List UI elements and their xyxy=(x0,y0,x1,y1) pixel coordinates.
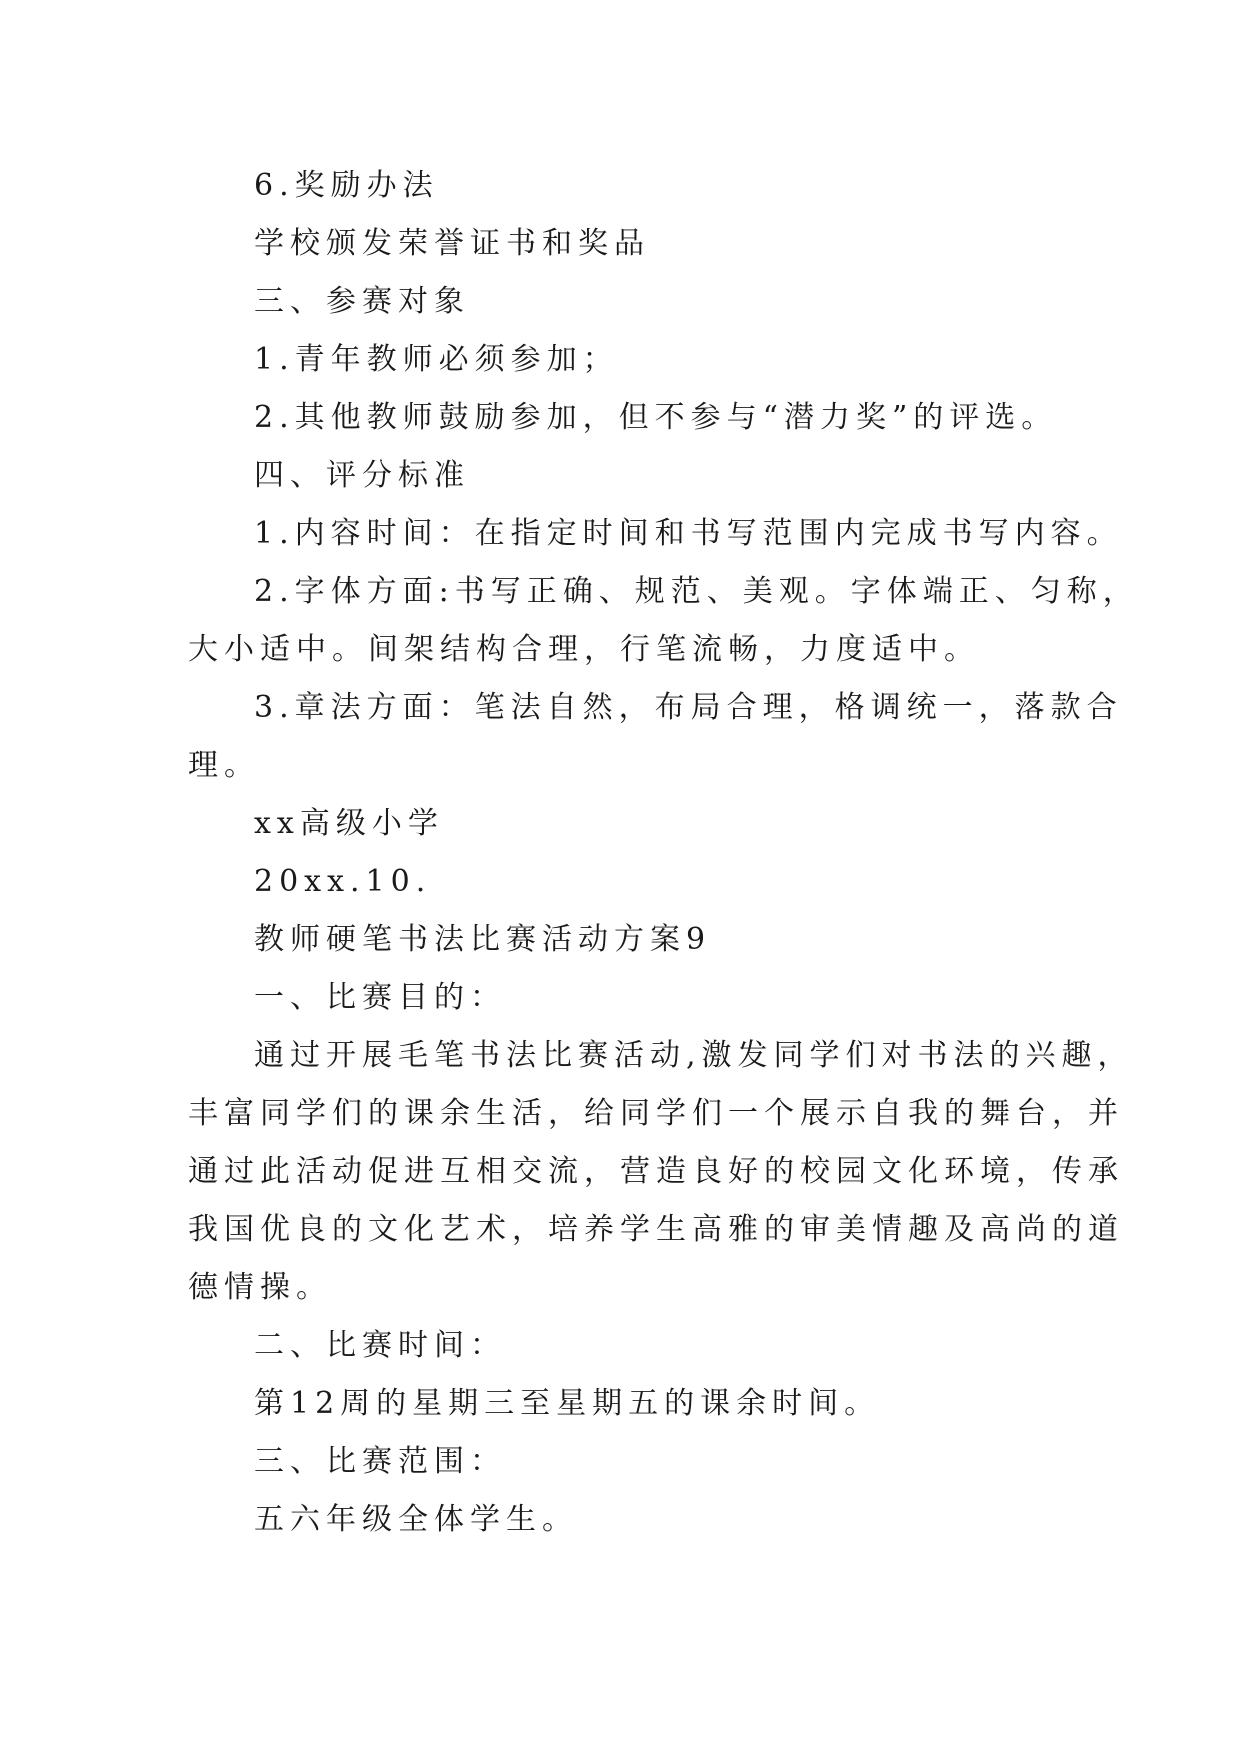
text-line: 2.其他教师鼓励参加，但不参与“潜力奖”的评选。 xyxy=(254,400,1058,435)
section-heading: 二、比赛时间： xyxy=(254,1328,506,1363)
text-line: 第12周的星期三至星期五的课余时间。 xyxy=(254,1386,881,1421)
section-heading: 三、比赛范围： xyxy=(254,1444,506,1479)
text-line: 6.奖励办法 xyxy=(254,168,439,203)
section-heading: 一、比赛目的： xyxy=(254,980,506,1015)
section-heading: 四、评分标准 xyxy=(254,458,470,493)
text-line: 学校颁发荣誉证书和奖品 xyxy=(254,226,650,261)
text-line: 2.字体方面:书写正确、规范、美观。字体端正、匀称， xyxy=(254,574,1139,609)
text-line: 丰富同学们的课余生活，给同学们一个展示自我的舞台，并 xyxy=(188,1096,1124,1131)
text-line: 通过开展毛笔书法比赛活动,激发同学们对书法的兴趣， xyxy=(254,1038,1134,1073)
text-line: 1.内容时间：在指定时间和书写范围内完成书写内容。 xyxy=(254,516,1123,551)
text-line: 我国优良的文化艺术，培养学生高雅的审美情趣及高尚的道 xyxy=(188,1212,1124,1247)
text-line: 德情操。 xyxy=(188,1270,332,1305)
text-line: 五六年级全体学生。 xyxy=(254,1502,578,1537)
text-line: 通过此活动促进互相交流，营造良好的校园文化环境，传承 xyxy=(188,1154,1124,1189)
document-title: 教师硬笔书法比赛活动方案9 xyxy=(254,922,712,957)
signature-school: xx高级小学 xyxy=(254,806,444,841)
section-heading: 三、参赛对象 xyxy=(254,284,470,319)
signature-date: 20xx.10. xyxy=(254,864,432,899)
text-line: 大小适中。间架结构合理，行笔流畅，力度适中。 xyxy=(188,632,980,667)
text-line: 3.章法方面：笔法自然，布局合理，格调统一，落款合 xyxy=(254,690,1123,725)
text-line: 1.青年教师必须参加； xyxy=(254,342,619,377)
text-line: 理。 xyxy=(188,748,260,783)
